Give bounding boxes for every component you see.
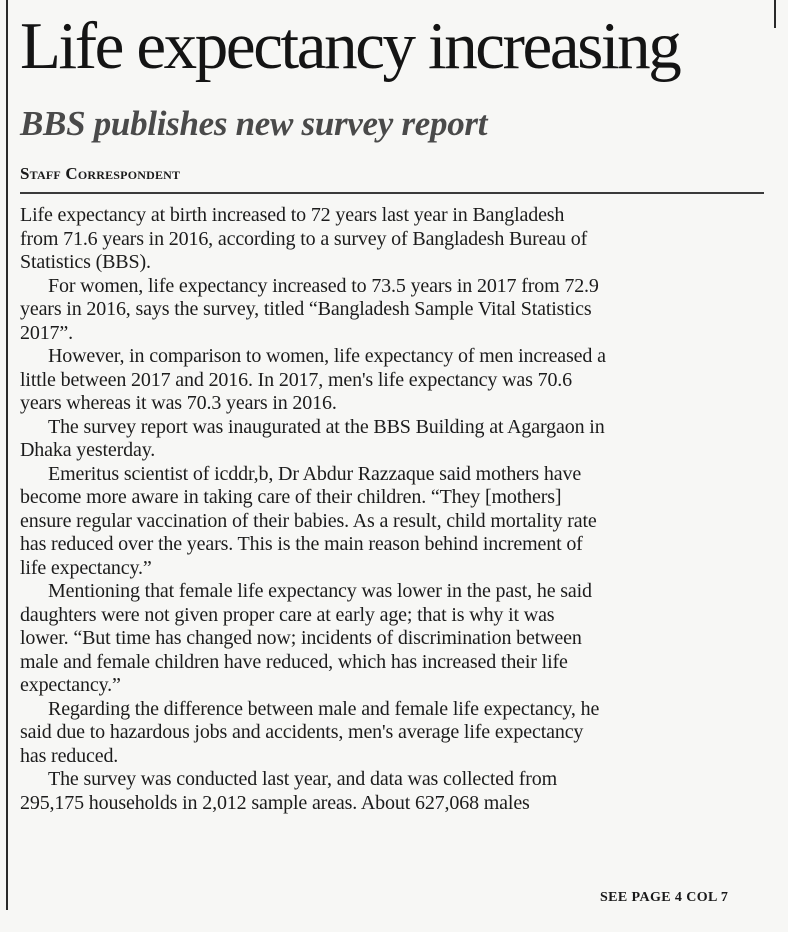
continued-jump-line: SEE PAGE 4 COL 7 bbox=[600, 890, 729, 905]
body-line: daughters were not given proper care at early age; that is why it was bbox=[20, 603, 555, 626]
body-line: become more aware in taking care of their children. “They [mothers] bbox=[20, 486, 562, 508]
body-line: male and female children have reduced, which has increased their life bbox=[20, 650, 568, 673]
body-line: little between 2017 and 2016. In 2017, men's life expectancy was 70.6 bbox=[20, 368, 572, 391]
body-line: lower. “But time has changed now; incidents of discrimination between bbox=[20, 627, 582, 649]
body-line: years in 2016, says the survey, titled “Bangladesh Sample Vital Statistics bbox=[20, 298, 592, 320]
body-line: Regarding the difference between male and female life expectancy, he bbox=[48, 697, 600, 720]
body-line: Emeritus scientist of icddr,b, Dr Abdur Razzaque said mothers have bbox=[48, 462, 582, 485]
article-body bbox=[20, 204, 770, 815]
body-line: 295,175 households in 2,012 sample areas. About 627,068 males bbox=[20, 791, 530, 814]
byline-divider bbox=[20, 192, 764, 194]
body-line: Statistics (BBS). bbox=[20, 251, 151, 273]
body-line: years whereas it was 70.3 years in 2016. bbox=[20, 392, 337, 414]
body-line: For women, life expectancy increased to 73.5 years in 2017 from 72.9 bbox=[48, 274, 599, 297]
body-line: expectancy.” bbox=[20, 674, 121, 696]
body-line: from 71.6 years in 2016, according to a survey of Bangladesh Bureau of bbox=[20, 227, 588, 250]
body-line: life expectancy.” bbox=[20, 556, 152, 579]
body-line: Dhaka yesterday. bbox=[20, 439, 156, 461]
headline: Life expectancy increasing bbox=[20, 9, 680, 83]
subheadline: BBS publishes new survey report bbox=[20, 104, 488, 143]
column-rule-left bbox=[6, 0, 8, 910]
body-line: Life expectancy at birth increased to 72 years last year in Bangladesh bbox=[20, 204, 565, 226]
body-line: said due to hazardous jobs and accidents, men's average life expectancy bbox=[20, 721, 584, 743]
body-line: 2017”. bbox=[20, 321, 73, 344]
byline: Staff Correspondent bbox=[20, 164, 181, 183]
body-line: The survey was conducted last year, and data was collected from bbox=[48, 768, 557, 790]
body-line: ensure regular vaccination of their babies. As a result, child mortality rate bbox=[20, 509, 597, 532]
body-line: The survey report was inaugurated at the BBS Building at Agargaon in bbox=[48, 415, 605, 438]
body-line: has reduced. bbox=[20, 744, 119, 767]
body-line: Mentioning that female life expectancy was lower in the past, he said bbox=[48, 580, 592, 602]
body-line: has reduced over the years. This is the main reason behind increment of bbox=[20, 533, 583, 555]
body-line: However, in comparison to women, life expectancy of men increased a bbox=[48, 345, 606, 367]
